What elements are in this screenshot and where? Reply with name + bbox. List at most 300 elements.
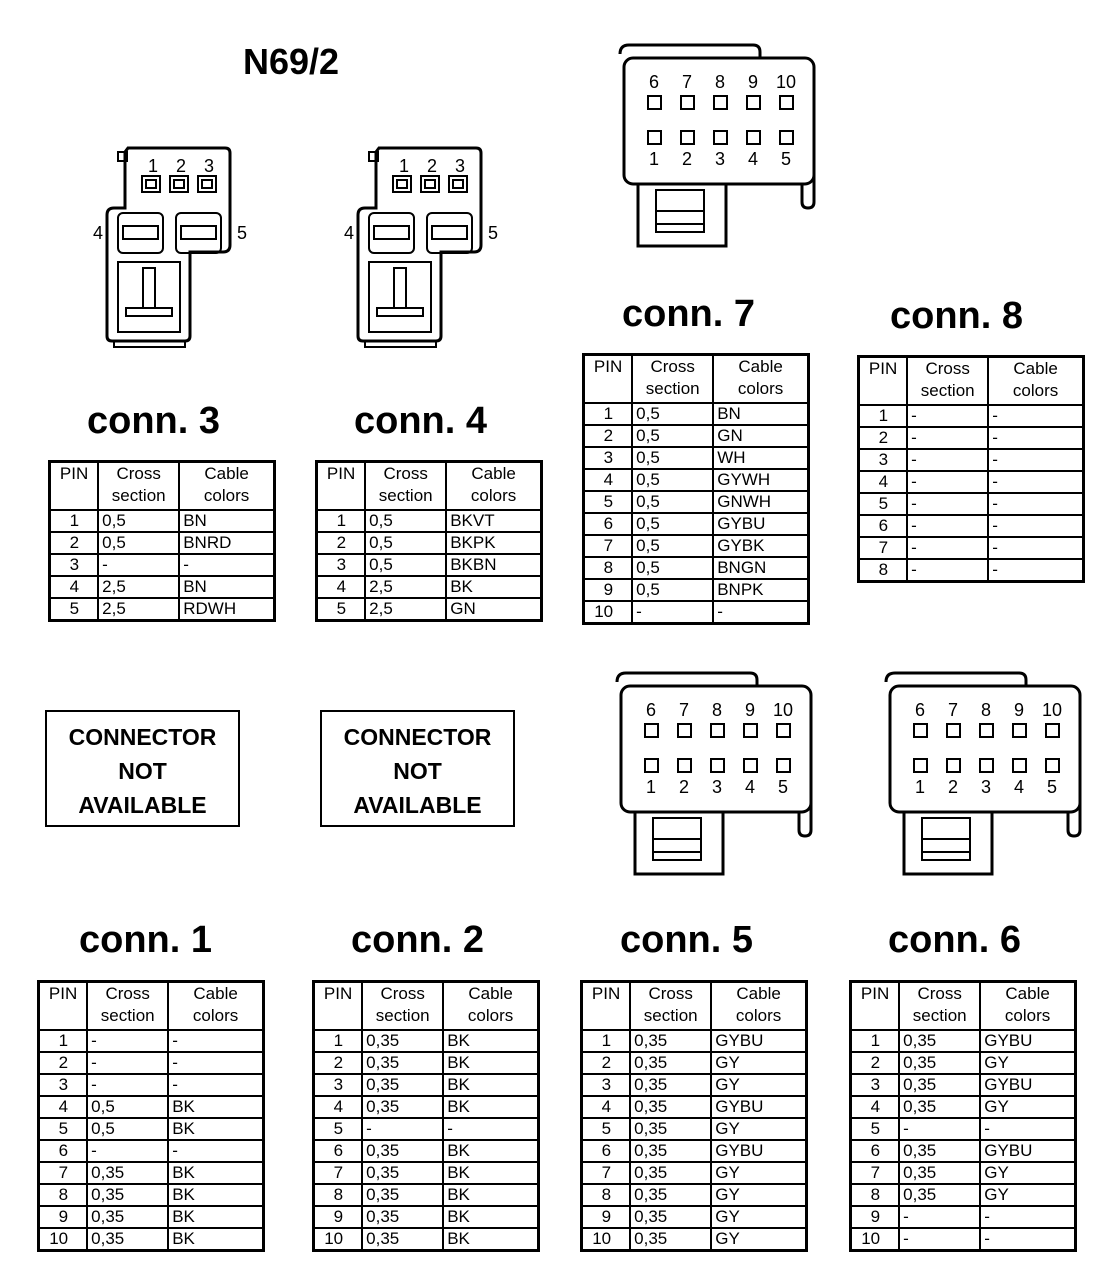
pin-label: 5 <box>237 223 248 243</box>
cross-section-cell: 0,35 <box>899 1184 980 1206</box>
cable-color-cell: - <box>988 471 1083 493</box>
table-row <box>582 1206 807 1228</box>
table-row <box>584 447 809 469</box>
cross-section-cell: 0,35 <box>362 1228 443 1251</box>
cable-color-cell: GY <box>711 1052 806 1074</box>
pin-socket <box>947 759 960 772</box>
pin-socket <box>914 724 927 737</box>
cable-color-cell: - <box>168 1140 263 1162</box>
pin-socket <box>914 759 927 772</box>
pin-label: 2 <box>681 149 693 169</box>
cable-color-cell: GY <box>980 1162 1075 1184</box>
table-row <box>859 515 1084 537</box>
pin-number-cell: 10 <box>851 1228 900 1251</box>
cross-section-cell: 0,5 <box>632 557 713 579</box>
table-row <box>39 1228 264 1251</box>
cross-section-cell: 2,5 <box>98 576 179 598</box>
header-pin: PIN <box>584 355 633 404</box>
table-row <box>582 1074 807 1096</box>
pin-label: 8 <box>711 700 723 720</box>
pin-number-cell: 5 <box>314 1118 363 1140</box>
table-row <box>50 510 275 532</box>
cross-section-cell: 0,35 <box>87 1162 168 1184</box>
table-row <box>314 1074 539 1096</box>
cable-color-cell: BK <box>443 1140 538 1162</box>
cable-color-cell: - <box>988 427 1083 449</box>
pin-number-cell: 3 <box>584 447 633 469</box>
pin-number-cell: 2 <box>582 1052 631 1074</box>
cross-section-cell: 0,35 <box>630 1030 711 1052</box>
pin-label: 1 <box>148 156 159 176</box>
cross-section-cell: 0,5 <box>632 491 713 513</box>
table-row <box>851 1184 1076 1206</box>
pin-number-cell: 2 <box>39 1052 88 1074</box>
pin-number-cell: 7 <box>584 535 633 557</box>
pin-number-cell: 8 <box>314 1184 363 1206</box>
pin-label: 5 <box>1046 777 1058 797</box>
table-row <box>314 1162 539 1184</box>
cross-section-cell: 0,5 <box>632 403 713 425</box>
table-header-row <box>50 462 275 511</box>
notice-line-2: NOT <box>118 758 167 784</box>
cable-color-cell: GYBU <box>980 1074 1075 1096</box>
pin-label: 7 <box>947 700 959 720</box>
conn6-connector-drawing <box>884 668 1094 878</box>
pin-label: 10 <box>772 700 794 720</box>
cable-color-cell: GYBU <box>711 1096 806 1118</box>
table-row <box>50 532 275 554</box>
cable-color-cell: BK <box>168 1206 263 1228</box>
cable-color-cell: BK <box>443 1096 538 1118</box>
table-row <box>584 557 809 579</box>
table-row <box>851 1228 1076 1251</box>
cross-section-cell: 0,35 <box>899 1052 980 1074</box>
header-pin: PIN <box>314 982 363 1031</box>
table-row <box>851 1096 1076 1118</box>
pin-label: 3 <box>455 156 466 176</box>
pin-socket <box>645 759 658 772</box>
pin-socket <box>780 131 793 144</box>
conn8-title: conn. 8 <box>890 295 1024 337</box>
cable-color-cell: BK <box>443 1228 538 1251</box>
pin-label: 5 <box>780 149 792 169</box>
cross-section-cell: 0,35 <box>362 1030 443 1052</box>
cable-color-cell: GY <box>711 1206 806 1228</box>
cross-section-cell: 0,5 <box>632 425 713 447</box>
conn2-pin-table <box>312 980 540 1252</box>
pin-socket <box>681 131 694 144</box>
header-cross-section: Cross section <box>899 982 980 1031</box>
pin-socket <box>777 724 790 737</box>
pin-number-cell: 1 <box>859 405 908 427</box>
cable-color-cell: BN <box>179 510 274 532</box>
cross-section-cell: 0,35 <box>362 1162 443 1184</box>
cable-color-cell: - <box>179 554 274 576</box>
conn7-title: conn. 7 <box>622 293 756 335</box>
cable-color-cell: GYBU <box>980 1140 1075 1162</box>
pin-number-cell: 5 <box>50 598 99 621</box>
table-row <box>584 425 809 447</box>
header-cable-colors: Cable colors <box>443 982 538 1031</box>
table-row <box>39 1206 264 1228</box>
pin-socket <box>678 724 691 737</box>
table-row <box>851 1118 1076 1140</box>
cable-color-cell: - <box>980 1118 1075 1140</box>
pin-label: 7 <box>681 72 693 92</box>
pin-label: 5 <box>488 223 499 243</box>
pin-number-cell: 7 <box>39 1162 88 1184</box>
cable-color-cell: GN <box>446 598 541 621</box>
cross-section-cell: - <box>87 1030 168 1052</box>
cable-color-cell: BK <box>443 1030 538 1052</box>
pin-number-cell: 2 <box>584 425 633 447</box>
table-header-row <box>851 982 1076 1031</box>
table-row <box>39 1184 264 1206</box>
cross-section-cell: 2,5 <box>365 576 446 598</box>
table-header-row <box>859 357 1084 406</box>
cable-color-cell: BKBN <box>446 554 541 576</box>
pin-label: 6 <box>645 700 657 720</box>
conn7-connector-drawing <box>618 40 828 255</box>
pin-label: 3 <box>714 149 726 169</box>
pin-number-cell: 3 <box>314 1074 363 1096</box>
cross-section-cell: 0,5 <box>365 554 446 576</box>
pin-label: 6 <box>648 72 660 92</box>
table-row <box>859 493 1084 515</box>
cross-section-cell: 0,5 <box>632 447 713 469</box>
table-row <box>50 598 275 621</box>
cross-section-cell: 0,35 <box>899 1140 980 1162</box>
notice-line-1: CONNECTOR <box>343 724 492 750</box>
pin-label: 4 <box>344 223 355 243</box>
pin-socket <box>711 759 724 772</box>
pin-number-cell: 9 <box>582 1206 631 1228</box>
pin-socket <box>1013 759 1026 772</box>
cross-section-cell: - <box>907 471 988 493</box>
pin-number-cell: 9 <box>584 579 633 601</box>
pin-number-cell: 2 <box>859 427 908 449</box>
cross-section-cell: 0,35 <box>87 1206 168 1228</box>
pin-socket <box>747 131 760 144</box>
cross-section-cell: 0,5 <box>632 535 713 557</box>
cable-color-cell: - <box>168 1074 263 1096</box>
table-header-row <box>584 355 809 404</box>
pin-number-cell: 4 <box>314 1096 363 1118</box>
header-cable-colors: Cable colors <box>980 982 1075 1031</box>
table-row <box>39 1052 264 1074</box>
header-cross-section: Cross section <box>365 462 446 511</box>
pin-label: 9 <box>744 700 756 720</box>
cable-color-cell: BKPK <box>446 532 541 554</box>
pin-number-cell: 8 <box>582 1184 631 1206</box>
pin-number-cell: 10 <box>582 1228 631 1251</box>
cable-color-cell: - <box>988 559 1083 582</box>
table-row <box>582 1052 807 1074</box>
table-row <box>859 405 1084 427</box>
pin-label: 3 <box>980 777 992 797</box>
conn5-pin-table <box>580 980 808 1252</box>
cable-color-cell: GY <box>711 1184 806 1206</box>
conn1-pin-table <box>37 980 265 1252</box>
cable-color-cell: GY <box>711 1118 806 1140</box>
pin-socket <box>1046 724 1059 737</box>
pin-socket <box>681 96 694 109</box>
cable-color-cell: GNWH <box>713 491 808 513</box>
table-row <box>859 537 1084 559</box>
pin-number-cell: 5 <box>317 598 366 621</box>
pin-socket <box>744 724 757 737</box>
pin-number-cell: 6 <box>39 1140 88 1162</box>
pin-number-cell: 3 <box>50 554 99 576</box>
cable-color-cell: BK <box>443 1206 538 1228</box>
cross-section-cell: 0,5 <box>87 1096 168 1118</box>
cable-color-cell: BNPK <box>713 579 808 601</box>
cable-color-cell: GYBU <box>711 1030 806 1052</box>
pin-number-cell: 1 <box>317 510 366 532</box>
cross-section-cell: - <box>907 449 988 471</box>
table-row <box>314 1052 539 1074</box>
table-row <box>851 1162 1076 1184</box>
pin-number-cell: 8 <box>859 559 908 582</box>
conn4-title: conn. 4 <box>354 400 488 442</box>
table-row <box>582 1228 807 1251</box>
pin-socket <box>645 724 658 737</box>
pin-socket <box>780 96 793 109</box>
cross-section-cell: 0,35 <box>87 1184 168 1206</box>
header-pin: PIN <box>859 357 908 406</box>
header-cable-colors: Cable colors <box>179 462 274 511</box>
pin-label: 4 <box>93 223 104 243</box>
pin-number-cell: 3 <box>39 1074 88 1096</box>
cross-section-cell: 0,35 <box>87 1228 168 1251</box>
cable-color-cell: - <box>988 493 1083 515</box>
table-header-row <box>314 982 539 1031</box>
cross-section-cell: - <box>899 1206 980 1228</box>
conn4-connector-drawing <box>341 140 511 350</box>
notice-line-1: CONNECTOR <box>68 724 217 750</box>
pin-number-cell: 5 <box>582 1118 631 1140</box>
header-cross-section: Cross section <box>632 355 713 404</box>
pin-number-cell: 1 <box>851 1030 900 1052</box>
header-cross-section: Cross section <box>907 357 988 406</box>
header-pin: PIN <box>50 462 99 511</box>
pin-number-cell: 4 <box>851 1096 900 1118</box>
pin-socket <box>1046 759 1059 772</box>
cable-color-cell: BK <box>446 576 541 598</box>
table-row <box>39 1162 264 1184</box>
cross-section-cell: 0,35 <box>362 1206 443 1228</box>
table-row <box>314 1228 539 1251</box>
cable-color-cell: GY <box>980 1184 1075 1206</box>
pin-number-cell: 10 <box>314 1228 363 1251</box>
pin-label: 2 <box>427 156 438 176</box>
cross-section-cell: 0,5 <box>632 469 713 491</box>
cross-section-cell: 0,35 <box>630 1184 711 1206</box>
cable-color-cell: BK <box>443 1074 538 1096</box>
conn5-connector-drawing <box>615 668 825 878</box>
cross-section-cell: 0,35 <box>899 1074 980 1096</box>
conn3-pin-table <box>48 460 276 622</box>
table-row <box>314 1030 539 1052</box>
cross-section-cell: 0,35 <box>362 1140 443 1162</box>
cross-section-cell: 0,35 <box>630 1162 711 1184</box>
table-row <box>859 427 1084 449</box>
header-cable-colors: Cable colors <box>168 982 263 1031</box>
table-row <box>851 1030 1076 1052</box>
pin-number-cell: 4 <box>50 576 99 598</box>
pin-number-cell: 1 <box>314 1030 363 1052</box>
table-row <box>859 449 1084 471</box>
pin-label: 8 <box>714 72 726 92</box>
pin-socket <box>1013 724 1026 737</box>
pin-number-cell: 5 <box>39 1118 88 1140</box>
cable-color-cell: BK <box>168 1228 263 1251</box>
table-row <box>582 1140 807 1162</box>
cable-color-cell: GY <box>980 1096 1075 1118</box>
table-row <box>317 510 542 532</box>
table-row <box>317 532 542 554</box>
conn3-connector-drawing <box>90 140 260 350</box>
cable-color-cell: - <box>713 601 808 624</box>
notice-line-3: AVAILABLE <box>353 792 482 818</box>
cross-section-cell: 0,35 <box>362 1184 443 1206</box>
table-row <box>50 554 275 576</box>
table-row <box>851 1052 1076 1074</box>
notice-line-2: NOT <box>393 758 442 784</box>
pin-number-cell: 9 <box>39 1206 88 1228</box>
conn6-pin-table <box>849 980 1077 1252</box>
table-header-row <box>39 982 264 1031</box>
header-pin: PIN <box>317 462 366 511</box>
cable-color-cell: BK <box>443 1052 538 1074</box>
pin-number-cell: 3 <box>582 1074 631 1096</box>
pin-number-cell: 7 <box>859 537 908 559</box>
cross-section-cell: 0,35 <box>630 1052 711 1074</box>
pin-socket <box>744 759 757 772</box>
pin-number-cell: 2 <box>851 1052 900 1074</box>
cross-section-cell: 0,35 <box>630 1140 711 1162</box>
pin-label: 3 <box>711 777 723 797</box>
table-row <box>582 1184 807 1206</box>
table-row <box>851 1140 1076 1162</box>
pin-socket <box>711 724 724 737</box>
pin-number-cell: 9 <box>314 1206 363 1228</box>
cross-section-cell: 0,35 <box>362 1052 443 1074</box>
pin-label: 6 <box>914 700 926 720</box>
pin-number-cell: 7 <box>851 1162 900 1184</box>
cable-color-cell: - <box>168 1052 263 1074</box>
conn1-not-available-notice <box>45 710 240 827</box>
pin-number-cell: 8 <box>39 1184 88 1206</box>
cable-color-cell: GY <box>711 1162 806 1184</box>
pin-label: 1 <box>645 777 657 797</box>
header-cross-section: Cross section <box>87 982 168 1031</box>
pin-socket <box>980 759 993 772</box>
pin-number-cell: 2 <box>317 532 366 554</box>
pin-socket <box>714 131 727 144</box>
pin-label: 4 <box>744 777 756 797</box>
pin-number-cell: 4 <box>859 471 908 493</box>
pin-number-cell: 3 <box>851 1074 900 1096</box>
cross-section-cell: - <box>632 601 713 624</box>
conn5-title: conn. 5 <box>620 919 754 961</box>
table-row <box>314 1096 539 1118</box>
cable-color-cell: GYWH <box>713 469 808 491</box>
pin-number-cell: 6 <box>582 1140 631 1162</box>
cable-color-cell: BK <box>168 1096 263 1118</box>
notice-line-3: AVAILABLE <box>78 792 207 818</box>
pin-socket <box>678 759 691 772</box>
cable-color-cell: - <box>443 1118 538 1140</box>
header-cable-colors: Cable colors <box>446 462 541 511</box>
pin-label: 7 <box>678 700 690 720</box>
pin-label: 10 <box>1041 700 1063 720</box>
cable-color-cell: - <box>988 515 1083 537</box>
pin-number-cell: 1 <box>584 403 633 425</box>
conn1-title: conn. 1 <box>79 919 213 961</box>
cross-section-cell: - <box>907 537 988 559</box>
cross-section-cell: 0,5 <box>632 579 713 601</box>
cross-section-cell: 0,35 <box>899 1096 980 1118</box>
cross-section-cell: 0,5 <box>365 510 446 532</box>
cross-section-cell: 0,35 <box>362 1074 443 1096</box>
cross-section-cell: 0,5 <box>98 532 179 554</box>
pin-socket <box>747 96 760 109</box>
pin-number-cell: 1 <box>582 1030 631 1052</box>
cable-color-cell: GYBU <box>713 513 808 535</box>
pin-label: 1 <box>914 777 926 797</box>
cross-section-cell: 0,35 <box>899 1030 980 1052</box>
cable-color-cell: BK <box>168 1184 263 1206</box>
cable-color-cell: GYBU <box>711 1140 806 1162</box>
cable-color-cell: GYBU <box>980 1030 1075 1052</box>
cross-section-cell: 0,35 <box>630 1228 711 1251</box>
cable-color-cell: BN <box>179 576 274 598</box>
cross-section-cell: - <box>907 493 988 515</box>
cross-section-cell: - <box>907 405 988 427</box>
pin-number-cell: 4 <box>582 1096 631 1118</box>
cross-section-cell: 0,35 <box>630 1096 711 1118</box>
pin-number-cell: 4 <box>584 469 633 491</box>
header-cross-section: Cross section <box>98 462 179 511</box>
table-row <box>582 1096 807 1118</box>
header-cross-section: Cross section <box>362 982 443 1031</box>
conn6-title: conn. 6 <box>888 919 1022 961</box>
pin-number-cell: 6 <box>851 1140 900 1162</box>
header-pin: PIN <box>582 982 631 1031</box>
pin-socket <box>648 131 661 144</box>
header-pin: PIN <box>39 982 88 1031</box>
conn8-pin-table <box>857 355 1085 583</box>
table-row <box>39 1074 264 1096</box>
table-row <box>39 1096 264 1118</box>
cable-color-cell: GN <box>713 425 808 447</box>
table-row <box>314 1118 539 1140</box>
cross-section-cell: - <box>907 559 988 582</box>
cable-color-cell: WH <box>713 447 808 469</box>
header-pin: PIN <box>851 982 900 1031</box>
cross-section-cell: 0,35 <box>630 1074 711 1096</box>
table-header-row <box>582 982 807 1031</box>
conn7-pin-table <box>582 353 810 625</box>
table-row <box>314 1184 539 1206</box>
table-row <box>317 598 542 621</box>
pin-number-cell: 10 <box>39 1228 88 1251</box>
pin-label: 9 <box>1013 700 1025 720</box>
conn4-pin-table <box>315 460 543 622</box>
pin-label: 2 <box>176 156 187 176</box>
pin-label: 4 <box>1013 777 1025 797</box>
